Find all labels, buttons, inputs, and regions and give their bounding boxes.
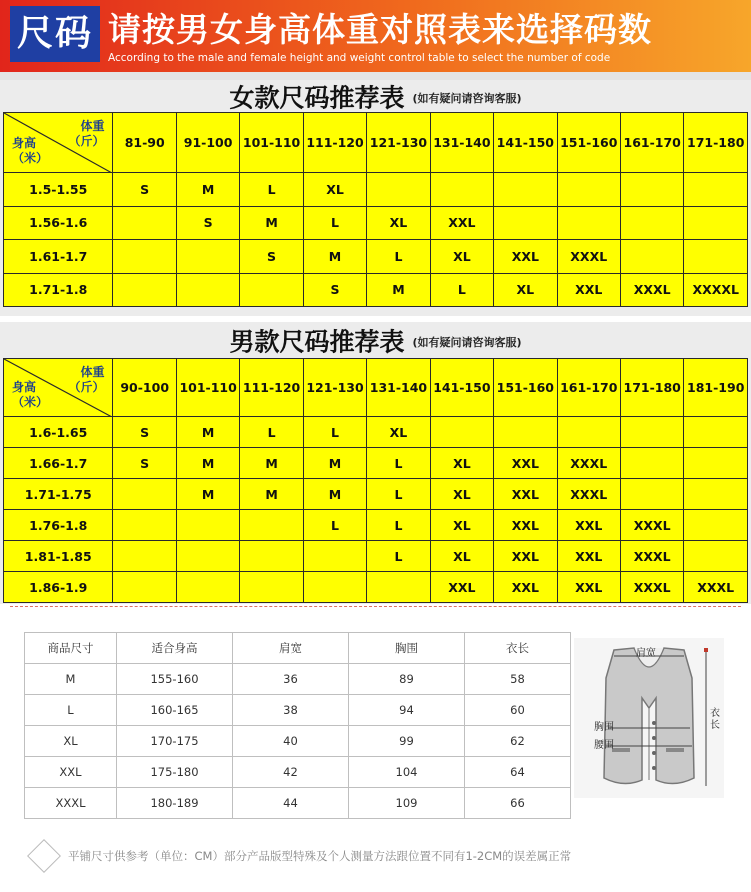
size-cell: M	[176, 417, 239, 448]
size-cell	[620, 240, 683, 274]
size-cell	[684, 541, 748, 572]
size-cell: M	[240, 448, 303, 479]
size-cell	[240, 541, 303, 572]
size-cell	[430, 417, 493, 448]
table-row	[4, 240, 748, 274]
measurement-cell: 109	[349, 788, 465, 819]
size-cell: XXXL	[557, 448, 620, 479]
size-cell	[113, 240, 176, 274]
size-cell: L	[430, 273, 493, 307]
size-cell	[113, 541, 176, 572]
size-cell: XL	[430, 448, 493, 479]
size-cell	[684, 448, 748, 479]
table-row	[4, 273, 748, 307]
female-table-title: 女款尺码推荐表	[229, 83, 405, 113]
size-cell	[113, 510, 176, 541]
size-cell	[240, 510, 303, 541]
size-cell	[113, 479, 176, 510]
weight-column-header: 91-100	[176, 113, 239, 173]
measurement-cell: 160-165	[117, 695, 233, 726]
height-label: 身高	[12, 380, 37, 394]
size-cell: M	[240, 479, 303, 510]
measurement-cell: 60	[465, 695, 571, 726]
size-cell	[240, 572, 303, 603]
size-cell	[176, 541, 239, 572]
size-cell: XXL	[494, 572, 557, 603]
size-cell	[367, 173, 430, 207]
size-cell: XXL	[494, 541, 557, 572]
size-cell: XL	[430, 240, 493, 274]
size-cell: L	[303, 510, 366, 541]
size-cell	[684, 173, 748, 207]
height-unit: （米）	[12, 151, 49, 165]
size-cell: M	[176, 479, 239, 510]
height-row-header: 1.6-1.65	[4, 417, 113, 448]
measurement-header: 胸围	[349, 633, 465, 664]
measurement-cell: 42	[233, 757, 349, 788]
size-cell	[557, 417, 620, 448]
chest-label: 胸围	[594, 722, 614, 733]
size-cell	[494, 173, 557, 207]
measurement-table	[24, 632, 571, 819]
weight-column-header: 81-90	[113, 113, 176, 173]
size-cell: XXXL	[620, 273, 683, 307]
length-label: 衣长	[710, 708, 720, 731]
weight-column-header: 90-100	[113, 359, 176, 417]
size-cell	[367, 572, 430, 603]
male-table-title: 男款尺码推荐表	[229, 327, 405, 357]
size-cell	[494, 417, 557, 448]
size-cell: XL	[430, 510, 493, 541]
size-cell: L	[367, 240, 430, 274]
weight-column-header: 101-110	[176, 359, 239, 417]
table-row	[25, 788, 571, 819]
measurement-cell: 175-180	[117, 757, 233, 788]
weight-column-header: 111-120	[303, 113, 366, 173]
weight-column-header: 171-180	[684, 113, 748, 173]
weight-column-header: 141-150	[494, 113, 557, 173]
size-cell	[684, 510, 748, 541]
size-cell	[113, 206, 176, 240]
size-cell	[303, 572, 366, 603]
size-cell: XXL	[557, 572, 620, 603]
measurement-cell: 104	[349, 757, 465, 788]
size-cell	[240, 273, 303, 307]
footnote	[28, 836, 728, 876]
size-cell: XXL	[494, 510, 557, 541]
height-row-header: 1.61-1.7	[4, 240, 113, 274]
height-row-header: 1.66-1.7	[4, 448, 113, 479]
table-row	[4, 173, 748, 207]
size-cell: M	[240, 206, 303, 240]
size-cell: L	[240, 417, 303, 448]
measurement-header: 衣长	[465, 633, 571, 664]
measurement-cell: 62	[465, 726, 571, 757]
size-cell: L	[303, 206, 366, 240]
size-cell: M	[176, 448, 239, 479]
size-cell: XXXL	[620, 572, 683, 603]
height-row-header: 1.56-1.6	[4, 206, 113, 240]
size-cell	[113, 572, 176, 603]
height-row-header: 1.86-1.9	[4, 572, 113, 603]
size-cell: S	[113, 417, 176, 448]
size-cell	[684, 479, 748, 510]
size-cell: L	[367, 541, 430, 572]
weight-column-header: 171-180	[620, 359, 683, 417]
measurement-cell: 180-189	[117, 788, 233, 819]
size-cell: XXL	[557, 541, 620, 572]
table-row	[4, 206, 748, 240]
waist-label: 腰围	[594, 740, 614, 751]
size-cell: L	[367, 510, 430, 541]
size-cell	[494, 206, 557, 240]
weight-column-header: 161-170	[557, 359, 620, 417]
size-cell: S	[176, 206, 239, 240]
weight-column-header: 161-170	[620, 113, 683, 173]
size-cell: L	[240, 173, 303, 207]
table-row	[4, 479, 748, 510]
measurement-cell: XXXL	[25, 788, 117, 819]
weight-column-header: 101-110	[240, 113, 303, 173]
header-banner	[0, 0, 751, 72]
size-cell	[684, 417, 748, 448]
size-cell: L	[303, 417, 366, 448]
size-cell	[557, 173, 620, 207]
size-cell: XL	[367, 417, 430, 448]
size-cell: M	[303, 479, 366, 510]
female-size-table	[3, 112, 748, 307]
table-row	[4, 510, 748, 541]
size-cell: M	[176, 173, 239, 207]
height-row-header: 1.81-1.85	[4, 541, 113, 572]
size-cell: XXXL	[557, 479, 620, 510]
measurement-cell: 64	[465, 757, 571, 788]
weight-column-header: 121-130	[303, 359, 366, 417]
size-cell: XL	[430, 479, 493, 510]
table-row	[25, 726, 571, 757]
measurement-cell: 99	[349, 726, 465, 757]
size-cell	[620, 417, 683, 448]
size-cell: M	[367, 273, 430, 307]
weight-column-header: 141-150	[430, 359, 493, 417]
size-cell	[176, 273, 239, 307]
size-logo: 尺码	[10, 6, 100, 62]
size-cell: M	[303, 240, 366, 274]
height-row-header: 1.76-1.8	[4, 510, 113, 541]
size-cell: S	[113, 448, 176, 479]
table-row	[4, 448, 748, 479]
size-cell: XL	[367, 206, 430, 240]
weight-label: 体重	[80, 119, 105, 133]
table-row	[4, 417, 748, 448]
shoulder-label: 肩宽	[636, 648, 656, 659]
female-table-note: (如有疑问请咨询客服)	[412, 91, 522, 105]
size-cell	[557, 206, 620, 240]
table-row	[25, 695, 571, 726]
size-cell	[684, 206, 748, 240]
female-size-section	[0, 80, 751, 316]
height-row-header: 1.71-1.8	[4, 273, 113, 307]
measurement-cell: 89	[349, 664, 465, 695]
weight-column-header: 131-140	[430, 113, 493, 173]
size-cell: XXL	[494, 479, 557, 510]
size-cell: XL	[430, 541, 493, 572]
size-cell: XXXL	[684, 572, 748, 603]
measurement-cell: L	[25, 695, 117, 726]
measurement-cell: 94	[349, 695, 465, 726]
table-row	[4, 572, 748, 603]
height-row-header: 1.71-1.75	[4, 479, 113, 510]
measurement-header: 商品尺寸	[25, 633, 117, 664]
size-cell	[176, 572, 239, 603]
divider	[0, 72, 751, 80]
measurement-cell: 38	[233, 695, 349, 726]
weight-column-header: 131-140	[367, 359, 430, 417]
vest-diagram	[574, 638, 724, 798]
size-cell: L	[367, 479, 430, 510]
size-cell: XL	[494, 273, 557, 307]
footnote-text: 平铺尺寸供参考（单位：CM）部分产品版型特殊及个人测量方法跟位置不同有1-2CM的误差属正常	[68, 849, 572, 863]
size-cell: L	[367, 448, 430, 479]
size-cell: XL	[303, 173, 366, 207]
size-cell: S	[240, 240, 303, 274]
size-cell: XXL	[430, 206, 493, 240]
weight-column-header: 121-130	[367, 113, 430, 173]
height-label: 身高	[12, 136, 37, 150]
weight-unit: （斤）	[68, 134, 105, 148]
weight-column-header: 181-190	[684, 359, 748, 417]
size-cell	[176, 240, 239, 274]
table-row	[25, 664, 571, 695]
size-cell	[620, 173, 683, 207]
dashed-divider	[10, 606, 741, 607]
weight-column-header: 111-120	[240, 359, 303, 417]
measurement-cell: 66	[465, 788, 571, 819]
table-header-row	[25, 633, 571, 664]
measurement-cell: 170-175	[117, 726, 233, 757]
size-cell	[176, 510, 239, 541]
weight-column-header: 151-160	[557, 113, 620, 173]
measurement-cell: XL	[25, 726, 117, 757]
size-cell	[620, 448, 683, 479]
size-cell: XXXL	[620, 510, 683, 541]
size-cell	[430, 173, 493, 207]
measurement-header: 适合身高	[117, 633, 233, 664]
size-cell: XXL	[494, 448, 557, 479]
measurement-cell: 58	[465, 664, 571, 695]
size-cell: M	[303, 448, 366, 479]
measurement-cell: XXL	[25, 757, 117, 788]
measurement-cell: 44	[233, 788, 349, 819]
size-cell	[113, 273, 176, 307]
weight-column-header: 151-160	[494, 359, 557, 417]
measurement-cell: 40	[233, 726, 349, 757]
corner-header	[4, 113, 113, 173]
height-row-header: 1.5-1.55	[4, 173, 113, 207]
size-cell: XXXXL	[684, 273, 748, 307]
size-cell	[620, 206, 683, 240]
height-unit: （米）	[12, 395, 49, 409]
measurement-cell: 36	[233, 664, 349, 695]
size-cell: S	[303, 273, 366, 307]
size-cell	[620, 479, 683, 510]
size-cell: XXXL	[620, 541, 683, 572]
male-size-table	[3, 358, 748, 603]
corner-header	[4, 359, 113, 417]
size-cell	[303, 541, 366, 572]
measurement-header: 肩宽	[233, 633, 349, 664]
weight-label: 体重	[80, 365, 105, 379]
size-cell: XXL	[557, 510, 620, 541]
table-row	[4, 541, 748, 572]
size-cell: XXL	[557, 273, 620, 307]
weight-unit: （斤）	[68, 380, 105, 394]
diamond-icon	[27, 839, 61, 873]
size-cell: S	[113, 173, 176, 207]
size-cell: XXL	[494, 240, 557, 274]
size-cell	[684, 240, 748, 274]
size-cell: XXL	[430, 572, 493, 603]
banner-subtitle: According to the male and female height and weight control table to select the number of code	[108, 52, 611, 64]
measurement-cell: M	[25, 664, 117, 695]
measurement-cell: 155-160	[117, 664, 233, 695]
size-cell: XXXL	[557, 240, 620, 274]
male-table-note: (如有疑问请咨询客服)	[412, 335, 522, 349]
banner-title: 请按男女身高体重对照表来选择码数	[108, 10, 652, 49]
table-row	[25, 757, 571, 788]
male-size-section	[0, 322, 751, 604]
